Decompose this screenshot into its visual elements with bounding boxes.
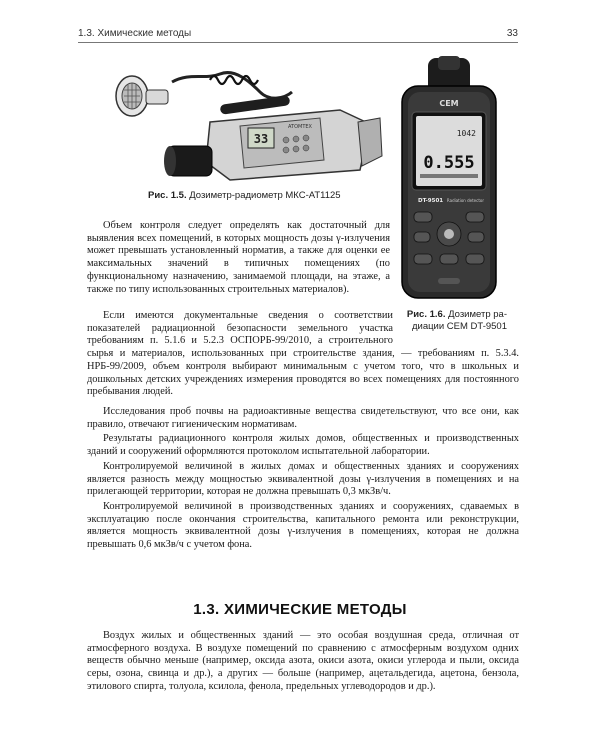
figure-1-5-caption-text: Дозиметр-радиометр МКС-АТ1125 [189,190,341,201]
paragraph-documentary-evidence: Если имеются документальные сведения о соответствии показателей радиационной безопасности земельного участка требованиям п. 5.1.6 и 5.2.3 ОСПОРБ-99/2010, а строительного сырья и материалов, использованных при строительстве здания, — требованиям п. 5.3.4. НРБ-99/2009, объем контроля выбирают минимальным с учетом того, что в школьных и дошкольных детских учреждениях измерения проводятся во всех помещениях для постоянного пребывания людей. [87,310,519,398]
figure-1-6-caption-line2: диации CEM DT-9501 [411,321,507,332]
paragraph-volume-of-control: Объем контроля следует определять как достаточный для выявления всех помещений, в которых мощность дозы γ-излучения может превышать установленный норматив, а также для оценки ее максимальных значений в типичных помещениях (по функциональному назначению, занимаемой площади, на этаже, а также по типу использованных строительных материалов). [87,220,390,295]
fig16-display-main: 0.555 [423,153,475,173]
paragraph-industrial-control: Контролируемой величиной в производственных зданиях и сооружениях, сдаваемых в эксплуатацию после окончания строительства, капитального ремонта или реконструкции, является мощность эквивалентной дозы γ-излучения в помещениях, которая не должна превышать 0,6 мкЗв/ч с учетом фона. [87,500,519,551]
header-rule [78,42,518,43]
fig15-brand-text: ATOMTEX [288,124,312,130]
figure-1-6-dosimeter-image [398,56,500,300]
paragraph-soil-samples: Исследования проб почвы на радиоактивные вещества свидетельствуют, что все они, как правило, отвечают гигиеническим нормативам. [87,406,519,430]
fig16-brand-text: CEM [439,99,459,108]
paragraph-indoor-air: Воздух жилых и общественных зданий — это особая воздушная среда, отличная от атмосферного воздуха. В воздухе помещений по сравнению с атмосферным воздухом одних веществ обычно меньше (например, оксида азота, окиси азота, окиси углерода и пыли, оксида серы, озона, свинца и др.), а других — больше (например, ацетальдегида, ацетона, бензола, этилового спирта, толуола, ксилола, фенола, предельных углеводородов и др.). [87,630,519,692]
text-body-flow [87,406,519,552]
fig16-model-text: DT-9501 [418,198,444,204]
running-header-section: 1.3. Химические методы [78,28,192,39]
running-header [78,26,518,42]
section-heading: 1.3. ХИМИЧЕСКИЕ МЕТОДЫ [193,601,407,618]
paragraph-results-protocol: Результаты радиационного контроля жилых домов, общественных и производственных зданий и сооружений оформляются протоколом испытательной лаборатории. [87,433,519,458]
figure-1-5-dosimeter-image [110,62,400,182]
text-column-wide [87,310,519,399]
fig15-display-value: 33 [253,132,269,146]
figure-1-6-caption-line1: Дозиметр ра- [448,309,507,320]
fig16-subtitle-text: Radiation detector [446,198,484,203]
text-section-chemical [87,630,519,694]
fig16-display-small: 1042 [456,129,476,138]
figure-1-6-label: Рис. 1.6. [406,309,446,320]
text-column-narrow [87,220,390,296]
figure-1-5-label: Рис. 1.5. [148,190,187,201]
paragraph-residential-control: Контролируемой величиной в жилых домах и общественных зданиях и сооружениях является разность между мощностью эквивалентной дозы γ-излучения в помещениях и на прилегающей территории, которая не должна превышать 0,3 мкЗв/ч. [87,460,519,498]
page-number: 33 [506,28,518,39]
figure-1-5-caption [148,190,341,202]
